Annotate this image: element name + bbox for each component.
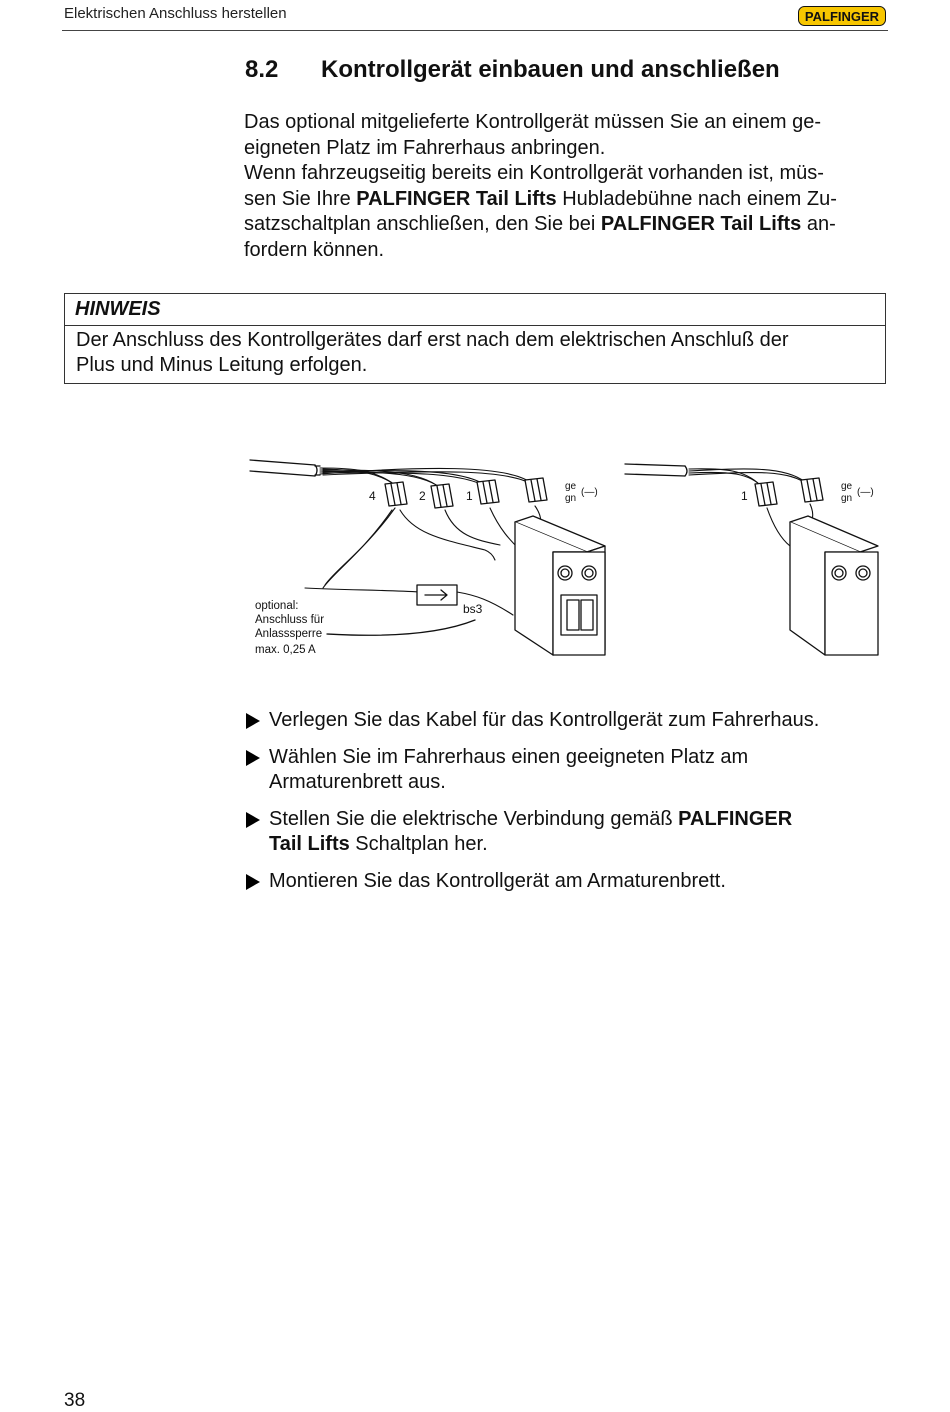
paragraph-2-line-1: Wenn fahrzeugseitig bereits ein Kontrollgerät vorhanden ist, müs- [244,162,824,184]
brand-name: PALFINGER Tail Lifts [356,187,557,210]
paragraph-2-line-3-end: an- [801,213,836,235]
arrow-bullet-icon [246,812,260,828]
notice-heading: HINWEIS [65,294,885,326]
paragraph-2-line-2-start: sen Sie Ihre [244,187,357,210]
instruction-step [245,807,885,858]
paragraph-1 [244,110,884,161]
instruction-step [245,745,885,796]
wire-color-gn: gn [565,493,577,504]
brand-name: PALFINGER Tail Lifts [600,213,802,235]
instruction-list [245,708,885,905]
step-text: Verlegen Sie das Kabel für das Kontrollgerät zum Fahrerhaus. [269,709,820,731]
section-title: Kontrollgerät einbauen und anschließen [321,56,780,83]
connector-label-4: 4 [369,489,376,503]
step-text-line-1: Stellen Sie die elektrische Verbindung gemäß [269,807,679,830]
note-line-1: optional: [255,600,299,612]
connector-label-1: 1 [466,489,473,503]
wire-color-ge-right: ge [841,481,853,492]
note-line-2: Anschluss für [255,614,325,626]
intro-text [244,110,884,263]
polarity-label: (—) [581,487,598,498]
main-cable-left [250,460,320,476]
brand-name: Tail Lifts [269,833,350,855]
paragraph-2 [244,161,884,263]
logo-text: PALFINGER [804,9,880,24]
step-text: Montieren Sie das Kontrollgerät am Armaturenbrett. [269,869,726,892]
section-heading [245,56,780,84]
main-cable-right [625,464,687,476]
paragraph-1-line-1: Das optional mitgelieferte Kontrollgerät müssen Sie an einem ge- [244,111,821,133]
arrow-bullet-icon [246,713,260,729]
connector-ge-gn [525,478,547,502]
step-text-line-2: Schaltplan her. [349,833,488,855]
control-unit-right [790,516,878,655]
connector-4 [385,482,407,506]
section-number: 8.2 [245,56,279,83]
paragraph-1-line-2: eigneten Platz im Fahrerhaus anbringen. [244,136,606,159]
palfinger-logo [798,6,886,26]
page-number: 38 [64,1390,86,1411]
wire-color-gn-right: gn [841,493,853,504]
connector-1 [477,480,499,504]
running-header-title: Elektrischen Anschluss herstellen [64,5,287,22]
paragraph-2-line-2-end: Hubladebühne nach einem Zu- [556,187,837,210]
arrow-bullet-icon [246,750,260,766]
notice-line-2: Plus und Minus Leitung erfolgen. [76,354,368,376]
instruction-step [245,869,885,895]
connector-ge-gn-right [801,478,823,502]
notice-box [64,293,886,384]
note-line-3: Anlasssperre [255,628,323,640]
relay-label: bs3 [463,602,483,616]
paragraph-2-line-4: fordern können. [244,238,385,261]
connector-label-1-right: 1 [741,489,748,503]
instruction-step [245,708,885,734]
paragraph-2-line-3-start: satzschaltplan anschließen, den Sie bei [244,213,601,235]
notice-text [65,326,885,378]
control-unit-left [515,516,605,655]
step-text-line-2: Armaturenbrett aus. [269,771,446,793]
polarity-label-right: (—) [857,487,874,498]
connectors-right [755,478,823,506]
leader-line [327,620,475,635]
wire-color-ge: ge [565,481,577,492]
step-text-line-1: Wählen Sie im Fahrerhaus einen geeigneten Platz am [269,745,749,768]
wiring-diagram [245,440,895,670]
relay-box [417,585,457,605]
connector-label-2: 2 [419,489,426,503]
arrow-bullet-icon [246,874,260,890]
note-line-4: max. 0,25 A [255,644,316,656]
notice-line-1: Der Anschluss des Kontrollgerätes darf erst nach dem elektrischen Anschluß der [76,329,789,351]
connector-1-right [755,482,777,506]
connector-2 [431,484,453,508]
brand-name: PALFINGER [678,807,793,830]
header-rule [62,30,888,31]
